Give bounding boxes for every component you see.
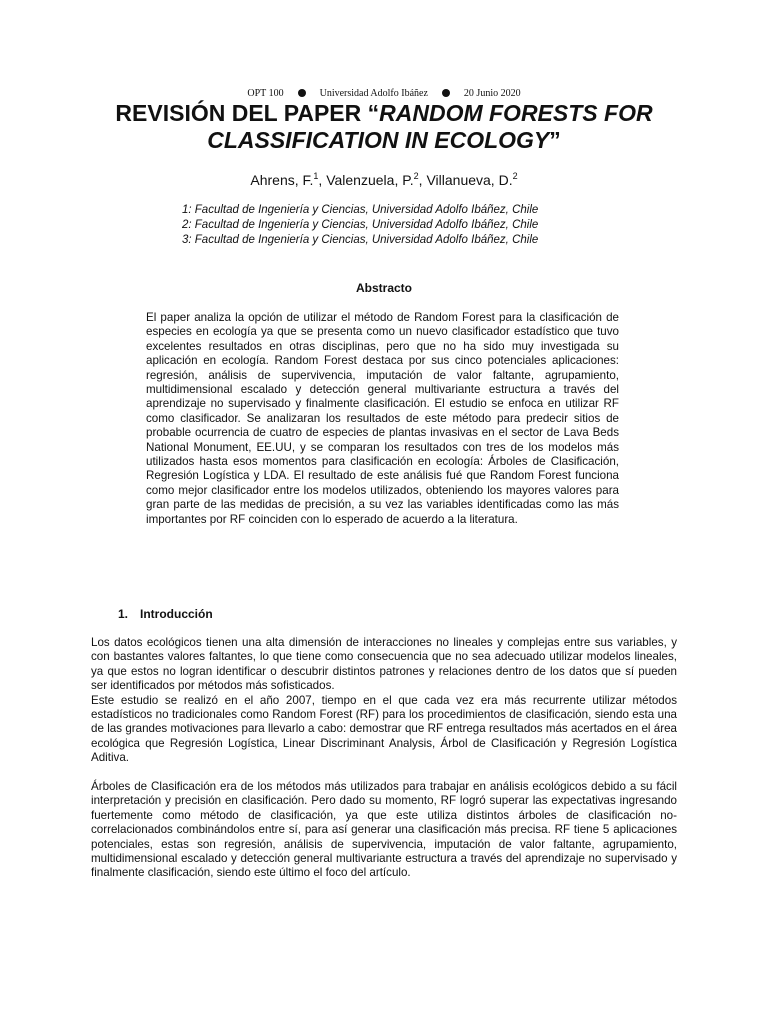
title-prefix: REVISIÓN DEL PAPER “ (115, 100, 380, 126)
author-affiliation-mark: 2 (413, 171, 419, 181)
author-affiliation-mark: 1 (313, 171, 319, 181)
paragraph: Árboles de Clasificación era de los métodos más utilizados para trabajar en análisis ecológicos debido a su fácil interpretación y precisión en clasificación. Pero dado su momento, RF logró superar las expectativas ingresando fuertemente como método de clasificación, ya que este utiliza distintos árboles de clasificación no-correlacionados combinándolos entre sí, para así generar una clasificación más precisa. RF tiene 5 aplicaciones potenciales, estas son regresión, análisis de supervivencia, imputación de valor faltante, agrupamiento, multidimensional escalado y detección general multivariante estructura a través del aprendizaje no supervisado y finalmente clasificación, siendo este último el foco del artículo. (91, 780, 677, 880)
introduction-body (91, 636, 677, 881)
section-heading-introduction (118, 607, 213, 621)
section-title: Introducción (140, 607, 213, 621)
title-suffix: ” (549, 127, 561, 153)
author-name: Ahrens, F. (250, 172, 314, 188)
course-code: OPT 100 (247, 88, 284, 99)
abstract-heading: Abstracto (355, 281, 412, 295)
paper-title (60, 100, 708, 154)
affiliation-line: 3: Facultad de Ingeniería y Ciencias, Universidad Adolfo Ibáñez, Chile (182, 234, 539, 246)
header-date: 20 Junio 2020 (463, 88, 521, 99)
title-italic: RANDOM FORESTS FOR CLASSIFICATION IN ECOLOGY (207, 100, 653, 153)
running-header (0, 88, 768, 99)
author-name: Villanueva, D. (426, 172, 513, 188)
author-name: Valenzuela, P. (326, 172, 414, 188)
author-affiliation-mark: 2 (512, 171, 518, 181)
paragraph: Los datos ecológicos tienen una alta dimensión de interacciones no lineales y complejas entre sus variables, y con bastantes valores faltantes, lo que tiene como consecuencia que no sea adecuado utilizar modelos lineales, ya que estos no logran identificar o descubrir distintos patrones y relaciones dentro de los datos que sí pueden ser identificados por métodos más sofisticados. (91, 636, 677, 693)
author-separator: , (318, 172, 327, 188)
affiliation-line: 2: Facultad de Ingeniería y Ciencias, Universidad Adolfo Ibáñez, Chile (182, 219, 539, 231)
affiliation-list (182, 203, 602, 248)
bullet-icon (442, 89, 450, 97)
section-number: 1. (118, 607, 129, 621)
bullet-icon (298, 89, 306, 97)
paragraph: Este estudio se realizó en el año 2007, tiempo en el que cada vez era más recurrente utilizar métodos estadísticos no tradicionales como Random Forest (RF) para los procedimientos de clasificación, siendo esta una de las grandes motivaciones para llevarlo a cabo: demostrar que RF entrega resultados más acertados en el área ecológica que Regresión Logística, Linear Discriminant Analysis, Árbol de Clasificación y Regresión Logística Aditiva. (91, 693, 677, 765)
university-name: Universidad Adolfo Ibáñez (319, 88, 428, 99)
affiliation-line: 1: Facultad de Ingeniería y Ciencias, Universidad Adolfo Ibáñez, Chile (182, 204, 539, 216)
author-list (0, 172, 768, 188)
abstract-text: El paper analiza la opción de utilizar el método de Random Forest para la clasificación de especies en ecología ya que se presenta como un nuevo clasificador estadístico que tuvo excelentes resultados en otras disciplinas, pero que no ha sido muy investigada su aplicación en ecología. Random Forest destaca por sus cinco potenciales aplicaciones: regresión, análisis de supervivencia, imputación de valor faltante, agrupamiento, multidimensional escalado y detección general multivariante estructura a través del aprendizaje no supervisado y finalmente clasificación. El estudio se enfoca en utilizar RF como clasificador. Se analizaran los resultados de este método para predecir sitios de probable ocurrencia de cuatro de especies de plantas invasivas en el sector de Lava Beds National Monument, EE.UU, y se comparan los resultados con tres de los modelos más utilizados hasta esos momentos para clasificación en ecología: Árboles de Clasificación, Regresión Logística y LDA. El resultado de este análisis fué que Random Forest funciona como mejor clasificador entre los modelos utilizados, obteniendo los mayores valores para gran parte de las medidas de precisión, a su vez las variables identificadas como las más importantes por RF coinciden con lo esperado de acuerdo a la literatura. (146, 311, 619, 526)
author-separator: , (418, 172, 427, 188)
